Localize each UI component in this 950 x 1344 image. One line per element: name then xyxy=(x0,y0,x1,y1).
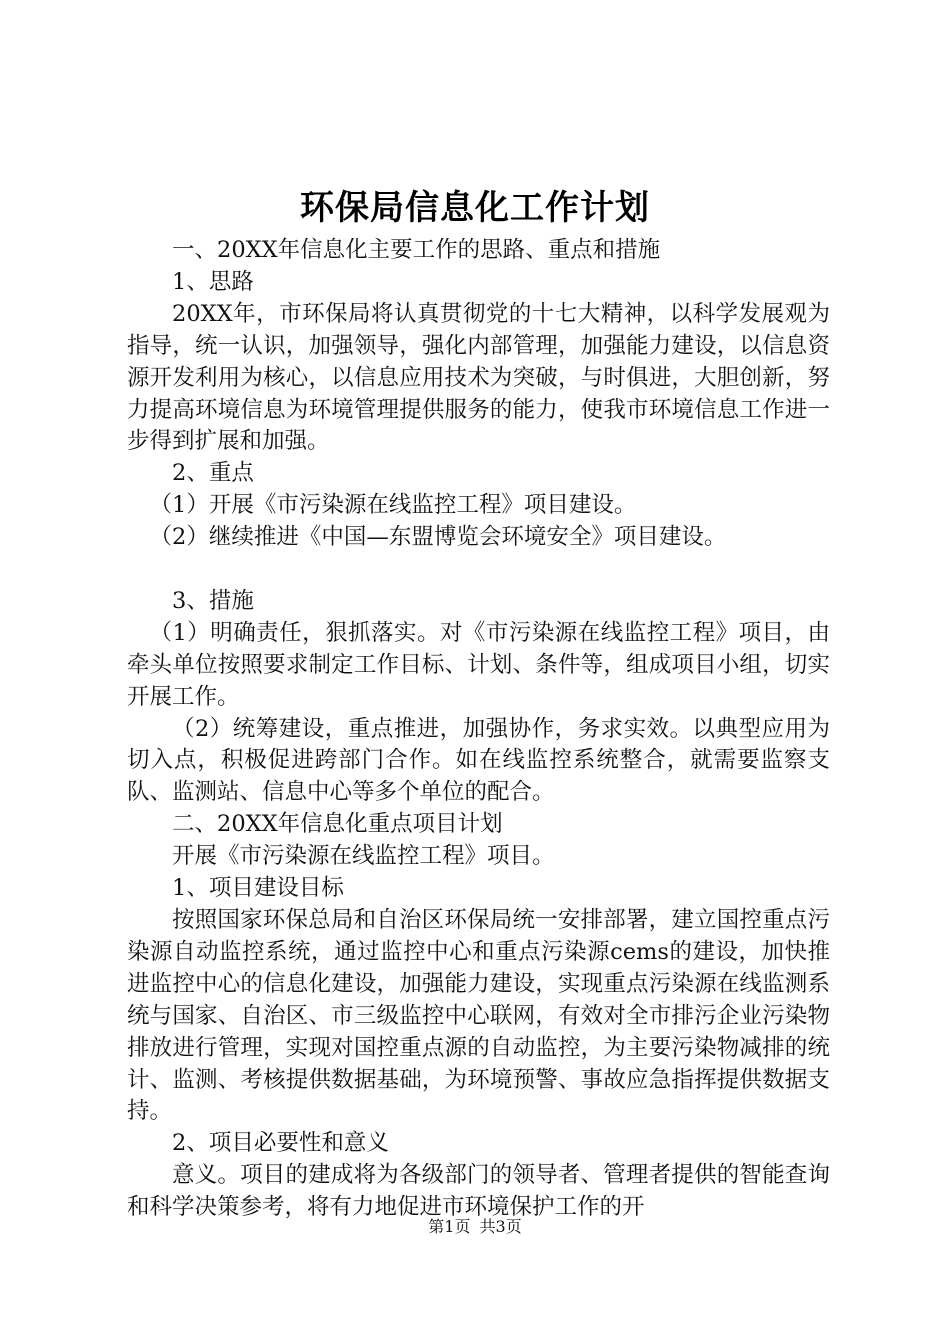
subheading-focus: 2、重点 xyxy=(172,460,254,487)
paragraph-significance: 意义。项目的建成将为各级部门的领导者、管理者提供的智能查询和科学决策参考，将有力地促进市环境保护工作的开 xyxy=(127,1162,830,1221)
page-total: 共3页 xyxy=(479,1217,522,1236)
paragraph-goals: 按照国家环保总局和自治区环保局统一安排部署，建立国控重点污染源自动监控系统，通过监控中心和重点污染源cems的建设，加快推进监控中心的信息化建设，加强能力建设，实现重点污染源在线监测系统与国家、自治区、市三级监控中心联网，有效对全市排污企业污染物排放进行管理，实现对国控重点源的自动监控，为主要污染物减排的统计、监测、考核提供数据基础，为环境预警、事故应急指挥提供数据支持。 xyxy=(127,907,830,1125)
blank-line xyxy=(127,554,830,586)
paragraph-project: 开展《市污染源在线监控工程》项目。 xyxy=(172,843,555,870)
document-body xyxy=(127,235,830,1224)
paragraph-measure-1: （1）明确责任，狠抓落实。对《市污染源在线监控工程》项目，由牵头单位按照要求制定工作目标、计划、条件等，组成项目小组，切实开展工作。 xyxy=(127,619,830,710)
page-footer xyxy=(0,1214,950,1237)
subheading-goals: 1、项目建设目标 xyxy=(172,875,344,902)
list-item-focus-2: （2）继续推进《中国—东盟博览会环境安全》项目建设。 xyxy=(149,524,727,551)
paragraph-approach: 20XX年，市环保局将认真贯彻党的十七大精神，以科学发展观为指导，统一认识，加强领导，强化内部管理，加强能力建设，以信息资源开发利用为核心，以信息应用技术为突破，与时俱进，大胆创新，努力提高环境信息为环境管理提供服务的能力，使我市环境信息工作进一步得到扩展和加强。 xyxy=(127,300,830,455)
subheading-approach: 1、思路 xyxy=(172,268,254,295)
subheading-measures: 3、措施 xyxy=(172,587,254,614)
page-number: 第1页 xyxy=(428,1217,471,1236)
list-item-focus-1: （1）开展《市污染源在线监控工程》项目建设。 xyxy=(149,492,637,519)
paragraph-measure-2: （2）统筹建设，重点推进，加强协作，务求实效。以典型应用为切入点，积极促进跨部门合作。如在线监控系统整合，就需要监察支队、监测站、信息中心等多个单位的配合。 xyxy=(127,715,830,806)
section-heading-2: 二、20XX年信息化重点项目计划 xyxy=(172,811,503,838)
document-title: 环保局信息化工作计划 xyxy=(300,188,650,228)
section-heading-1: 一、20XX年信息化主要工作的思路、重点和措施 xyxy=(172,237,661,263)
subheading-significance: 2、项目必要性和意义 xyxy=(172,1130,389,1157)
